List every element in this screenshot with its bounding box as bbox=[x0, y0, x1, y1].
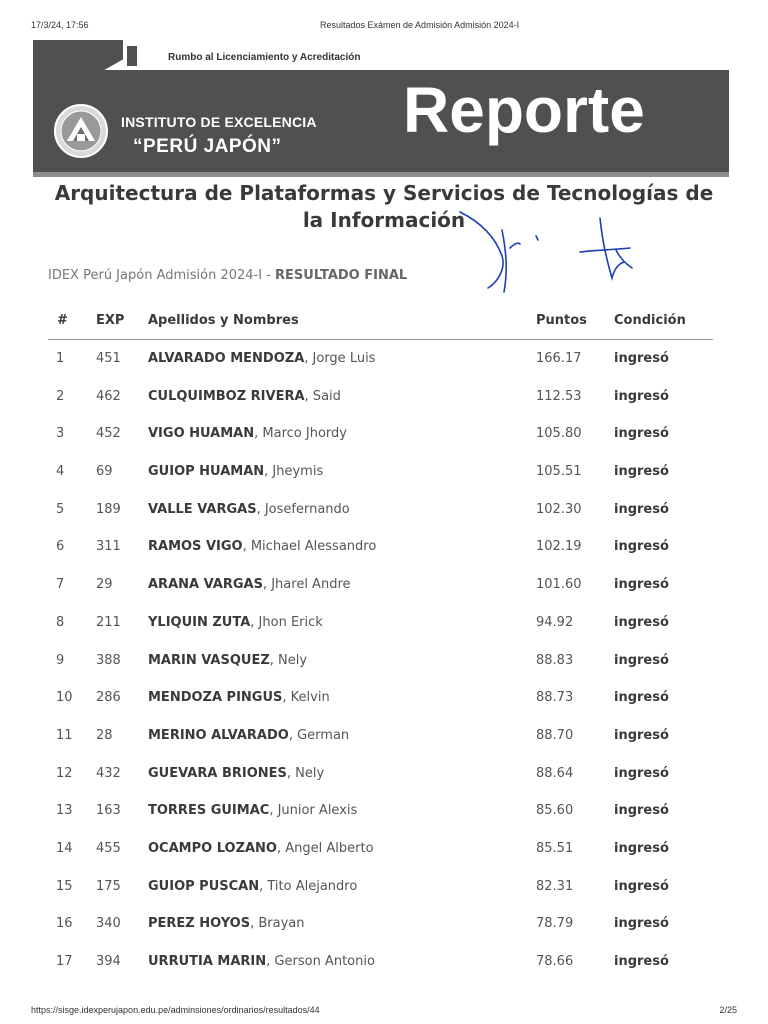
header-number: # bbox=[57, 313, 68, 328]
row-given-name: , Jhon Erick bbox=[250, 614, 323, 630]
row-exp: 29 bbox=[96, 577, 113, 593]
row-points: 78.66 bbox=[536, 954, 574, 969]
row-exp: 432 bbox=[96, 765, 121, 781]
row-surname: ALVARADO MENDOZA bbox=[148, 351, 305, 366]
row-condition: ingresó bbox=[614, 539, 669, 555]
row-condition: ingresó bbox=[614, 426, 669, 442]
row-surname: GUIOP HUAMAN bbox=[148, 464, 265, 480]
row-surname: OCAMPO LOZANO bbox=[148, 840, 277, 856]
page-url: https://sisge.idexperujapon.edu.pe/adminsiones/ordinarios/resultados/44 bbox=[31, 1005, 320, 1015]
row-condition: ingresó bbox=[614, 388, 669, 404]
row-number: 17 bbox=[56, 954, 73, 969]
row-surname: RAMOS VIGO bbox=[148, 539, 243, 555]
row-surname: MERINO ALVARADO bbox=[148, 727, 289, 743]
row-given-name: , German bbox=[288, 727, 350, 743]
print-header bbox=[31, 20, 737, 34]
table-row bbox=[0, 572, 768, 610]
row-name bbox=[148, 464, 323, 479]
row-name bbox=[148, 577, 351, 592]
row-number: 16 bbox=[56, 916, 73, 932]
results-table bbox=[0, 346, 768, 987]
table-row bbox=[0, 384, 768, 422]
program-title bbox=[40, 180, 728, 234]
row-given-name: , Nely bbox=[269, 652, 308, 668]
row-points: 88.73 bbox=[536, 690, 574, 706]
table-row bbox=[0, 874, 768, 912]
row-number: 1 bbox=[56, 351, 65, 366]
row-name bbox=[148, 841, 374, 856]
row-points: 105.80 bbox=[536, 426, 582, 442]
row-exp: 451 bbox=[96, 351, 121, 366]
row-number: 9 bbox=[56, 652, 65, 668]
row-given-name: , Jorge Luis bbox=[304, 351, 376, 366]
row-exp: 452 bbox=[96, 426, 121, 442]
report-word: Reporte bbox=[403, 74, 645, 146]
print-page-title: Resultados Exámen de Admisión Admisión 2024-I bbox=[320, 20, 520, 30]
row-exp: 163 bbox=[96, 803, 121, 819]
row-number: 8 bbox=[56, 614, 65, 630]
institute-name-line1: INSTITUTO DE EXCELENCIA bbox=[121, 114, 317, 130]
row-points: 85.60 bbox=[536, 803, 574, 819]
row-surname: PEREZ HOYOS bbox=[148, 916, 251, 932]
row-surname: CULQUIMBOZ RIVERA bbox=[148, 388, 305, 404]
row-given-name: , Jheymis bbox=[264, 464, 324, 480]
row-name bbox=[148, 690, 330, 705]
row-number: 13 bbox=[56, 803, 73, 819]
row-name bbox=[148, 879, 357, 894]
row-condition: ingresó bbox=[614, 727, 669, 743]
row-given-name: , Marco Jhordy bbox=[254, 426, 347, 442]
row-given-name: , Angel Alberto bbox=[276, 840, 374, 856]
row-number: 14 bbox=[56, 840, 73, 856]
row-name bbox=[148, 653, 307, 668]
row-given-name: , Nely bbox=[286, 765, 325, 781]
row-condition: ingresó bbox=[614, 652, 669, 668]
row-points: 94.92 bbox=[536, 614, 574, 630]
subtitle-prefix: IDEX Perú Japón Admisión 2024-I - bbox=[48, 268, 276, 283]
row-number: 6 bbox=[56, 539, 65, 555]
row-name bbox=[148, 539, 376, 554]
table-row bbox=[0, 723, 768, 761]
row-condition: ingresó bbox=[614, 577, 669, 593]
row-name bbox=[148, 766, 324, 781]
row-points: 85.51 bbox=[536, 840, 574, 856]
row-given-name: , Michael Alessandro bbox=[242, 539, 377, 555]
row-surname: VALLE VARGAS bbox=[148, 501, 257, 517]
row-exp: 211 bbox=[96, 614, 121, 630]
print-footer bbox=[31, 1005, 737, 1019]
row-number: 3 bbox=[56, 426, 65, 442]
header-divider bbox=[48, 339, 713, 340]
row-condition: ingresó bbox=[614, 690, 669, 706]
row-condition: ingresó bbox=[614, 803, 669, 819]
row-surname: GUIOP PUSCAN bbox=[148, 878, 260, 894]
row-name bbox=[148, 351, 375, 366]
row-surname: MENDOZA PINGUS bbox=[148, 690, 283, 706]
report-banner bbox=[33, 40, 729, 178]
row-exp: 69 bbox=[96, 464, 113, 480]
row-surname: GUEVARA BRIONES bbox=[148, 765, 287, 781]
banner-tagline: Rumbo al Licenciamiento y Acreditación bbox=[168, 52, 361, 63]
row-exp: 455 bbox=[96, 840, 121, 856]
row-given-name: , Tito Alejandro bbox=[259, 878, 358, 894]
table-row bbox=[0, 421, 768, 459]
row-points: 88.83 bbox=[536, 652, 574, 668]
table-row bbox=[0, 836, 768, 874]
table-row bbox=[0, 685, 768, 723]
row-name bbox=[148, 954, 375, 969]
row-points: 82.31 bbox=[536, 878, 574, 894]
row-exp: 340 bbox=[96, 916, 121, 932]
row-condition: ingresó bbox=[614, 351, 669, 366]
row-condition: ingresó bbox=[614, 840, 669, 856]
table-row bbox=[0, 497, 768, 535]
row-number: 15 bbox=[56, 878, 73, 894]
row-exp: 189 bbox=[96, 501, 121, 517]
banner-underline bbox=[33, 172, 729, 177]
header-exp: EXP bbox=[96, 313, 125, 328]
row-given-name: , Jharel Andre bbox=[262, 577, 351, 593]
row-condition: ingresó bbox=[614, 878, 669, 894]
table-row bbox=[0, 911, 768, 949]
row-name bbox=[148, 389, 341, 404]
row-points: 102.19 bbox=[536, 539, 582, 555]
table-row bbox=[0, 610, 768, 648]
row-given-name: , Said bbox=[304, 388, 341, 404]
row-number: 5 bbox=[56, 501, 65, 517]
row-given-name: , Brayan bbox=[250, 916, 305, 932]
header-name: Apellidos y Nombres bbox=[148, 313, 299, 328]
row-exp: 462 bbox=[96, 388, 121, 404]
row-number: 12 bbox=[56, 765, 73, 781]
row-points: 88.70 bbox=[536, 727, 574, 743]
program-title-line1: Arquitectura de Plataformas y Servicios de Tecnologías de bbox=[54, 181, 714, 205]
table-row bbox=[0, 949, 768, 987]
row-surname: ARANA VARGAS bbox=[148, 577, 263, 593]
row-surname: YLIQUIN ZUTA bbox=[148, 614, 251, 630]
row-surname: TORRES GUIMAC bbox=[148, 803, 270, 819]
subtitle-result-label: RESULTADO FINAL bbox=[275, 268, 408, 283]
row-points: 78.79 bbox=[536, 916, 574, 932]
row-name bbox=[148, 803, 357, 818]
institute-name-line2: “PERÚ JAPÓN” bbox=[133, 136, 282, 157]
row-points: 101.60 bbox=[536, 577, 582, 593]
row-condition: ingresó bbox=[614, 916, 669, 932]
row-number: 7 bbox=[56, 577, 65, 593]
table-row bbox=[0, 798, 768, 836]
header-points: Puntos bbox=[536, 313, 587, 328]
row-number: 10 bbox=[56, 690, 73, 706]
row-condition: ingresó bbox=[614, 614, 669, 630]
row-points: 102.30 bbox=[536, 501, 582, 517]
table-row bbox=[0, 534, 768, 572]
header-condition: Condición bbox=[614, 313, 686, 328]
row-given-name: , Gerson Antonio bbox=[266, 954, 375, 969]
row-name bbox=[148, 916, 305, 931]
row-number: 4 bbox=[56, 464, 65, 480]
row-points: 112.53 bbox=[536, 388, 582, 404]
row-condition: ingresó bbox=[614, 464, 669, 480]
table-row bbox=[0, 761, 768, 799]
program-title-line2: la Información bbox=[302, 208, 466, 232]
row-condition: ingresó bbox=[614, 954, 669, 969]
row-surname: VIGO HUAMAN bbox=[148, 426, 255, 442]
print-date: 17/3/24, 17:56 bbox=[31, 20, 89, 30]
row-exp: 311 bbox=[96, 539, 121, 555]
row-exp: 175 bbox=[96, 878, 121, 894]
results-subtitle bbox=[48, 268, 407, 283]
row-exp: 286 bbox=[96, 690, 121, 706]
row-points: 105.51 bbox=[536, 464, 582, 480]
row-surname: MARIN VASQUEZ bbox=[148, 652, 270, 668]
row-exp: 394 bbox=[96, 954, 121, 969]
row-given-name: , Kelvin bbox=[282, 690, 330, 706]
row-exp: 28 bbox=[96, 727, 113, 743]
page-number: 2/25 bbox=[719, 1005, 737, 1015]
row-exp: 388 bbox=[96, 652, 121, 668]
row-name bbox=[148, 728, 349, 743]
row-surname: URRUTIA MARIN bbox=[148, 954, 267, 969]
row-given-name: , Josefernando bbox=[256, 501, 350, 517]
table-row bbox=[0, 346, 768, 384]
row-number: 11 bbox=[56, 727, 73, 743]
row-given-name: , Junior Alexis bbox=[269, 803, 358, 819]
row-points: 88.64 bbox=[536, 765, 574, 781]
row-name bbox=[148, 615, 323, 630]
table-row bbox=[0, 648, 768, 686]
row-condition: ingresó bbox=[614, 501, 669, 517]
institute-seal-icon bbox=[53, 103, 109, 159]
table-row bbox=[0, 459, 768, 497]
row-name bbox=[148, 426, 347, 441]
row-condition: ingresó bbox=[614, 765, 669, 781]
row-name bbox=[148, 502, 350, 517]
row-points: 166.17 bbox=[536, 351, 582, 366]
row-number: 2 bbox=[56, 388, 65, 404]
